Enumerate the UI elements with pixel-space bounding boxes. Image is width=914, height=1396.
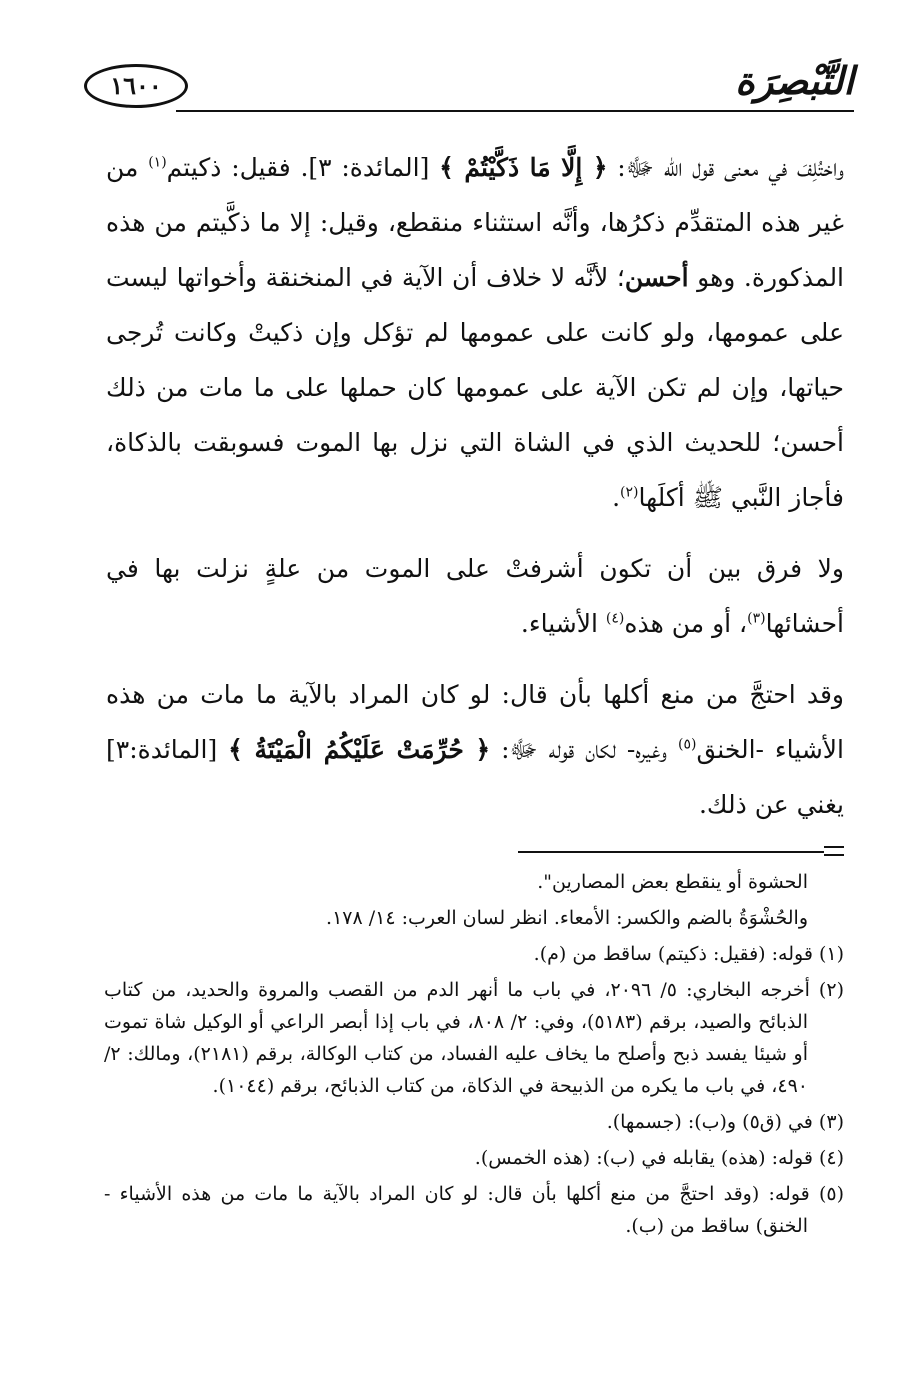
separator-line xyxy=(518,851,844,853)
paragraph-text: [المائدة:٣] يغني عن ذلك. xyxy=(106,735,844,819)
footnotes xyxy=(104,866,844,1246)
footnote-marker: (٥) xyxy=(677,736,697,753)
paragraph-text: ؛ لأنَّه لا خلاف أن الآية في المنخنقة وأخواتها ليست على عمومها، ولو كانت على عمومها لم تؤكل وإن ذكيتْ وكانت تُرجى حياتها، وإن لم تكن الآية على عمومها كان حملها على ما مات من ذلك أحسن؛ للحديث الذي في الشاة التي نزل بها الموت فسوبقت بالذكاة، فأجاز النَّبي ﷺ أكلَها xyxy=(106,263,844,512)
paragraph-text: واختُلِفَ في معنى قول الله ﷻ: xyxy=(607,153,844,182)
header-rule xyxy=(176,110,854,112)
quran-verse: ﴿ إِلَّا مَا ذَكَّيْتُمْ ﴾ xyxy=(439,153,608,182)
footnote-continuation: الحشوة أو ينقطع بعض المصارين". xyxy=(537,871,808,893)
paragraph-3 xyxy=(106,667,844,832)
main-text xyxy=(106,140,844,832)
paragraph-text: الأشياء. xyxy=(520,609,606,638)
footnote-marker: (٢) xyxy=(620,484,639,501)
paragraph-text: وغيره- لكان قوله ﷻ: xyxy=(490,735,678,764)
paragraph-text: [المائدة: ٣]. فقيل: ذكيتم xyxy=(166,153,440,182)
emphasis: أحسن xyxy=(624,263,689,292)
book-title: التَّبْصِرَة xyxy=(735,58,854,103)
paragraph-text: ، أو من هذه xyxy=(624,609,748,638)
footnote-marker: (٤) xyxy=(605,610,625,627)
footnote-marker: (١) xyxy=(148,154,167,171)
paragraph-text: ولا فرق بين أن تكون أشرفتْ على الموت من علةٍ نزلت بها في أحشائها xyxy=(106,554,844,638)
footnote-continuation: والحُشْوَةُ بالضم والكسر: الأمعاء. انظر لسان العرب: ١٤/ ١٧٨. xyxy=(326,907,808,929)
footnote-2: (٢) أخرجه البخاري: ٥/ ٢٠٩٦، في باب ما أنهر الدم من القصب والمروة والحديد، من كتاب الذبائح والصيد، برقم (٥١٨٣)، وفي: ٢/ ٨٠٨، في باب إذا أبصر الراعي أو الوكيل شاة تموت أو شيئا يفسد ذبح وأصلح ما يخاف عليه الفساد، من كتاب الوكالة، برقم (٢١٨١)، ومالك: ٢/ ٤٩٠، في باب ما يكره من الذبيحة في الذكاة، من كتاب الذبائح، برقم (١٠٤٤). xyxy=(104,979,844,1097)
page-number: ١٦٠٠ xyxy=(84,64,188,108)
footnote-1: (١) قوله: (فقيل: ذكيتم) ساقط من (م). xyxy=(533,943,844,965)
paragraph-text: . xyxy=(612,483,621,512)
quran-verse: ﴿ حُرِّمَتْ عَلَيْكُمُ الْمَيْتَةُ ﴾ xyxy=(228,735,491,764)
paragraph-2 xyxy=(106,541,844,651)
page-header xyxy=(84,52,854,122)
paragraph-1 xyxy=(106,140,844,525)
paragraph-text: وقد احتجَّ من منع أكلها بأن قال: لو كان المراد بالآية ما مات من هذه الأشياء -الخنق xyxy=(106,680,844,764)
footnote-separator xyxy=(518,846,844,858)
footnote-4: (٤) قوله: (هذه) يقابله في (ب): (هذه الخمس). xyxy=(474,1147,844,1169)
footnote-marker: (٣) xyxy=(747,610,766,627)
footnote-5: (٥) قوله: (وقد احتجَّ من منع أكلها بأن قال: لو كان المراد بالآية ما مات من هذه الأشياء - الخنق) ساقط من (ب). xyxy=(104,1183,844,1237)
footnote-3: (٣) في (ق٥) و(ب): (جسمها). xyxy=(606,1111,844,1133)
separator-continuation-mark xyxy=(824,846,844,856)
paragraph-text: من غير هذه المتقدِّم ذكرُها، وأنَّه استثناء منقطع، وقيل: إلا ما ذكَّيتم من هذه المذكورة. وهو xyxy=(106,153,845,292)
